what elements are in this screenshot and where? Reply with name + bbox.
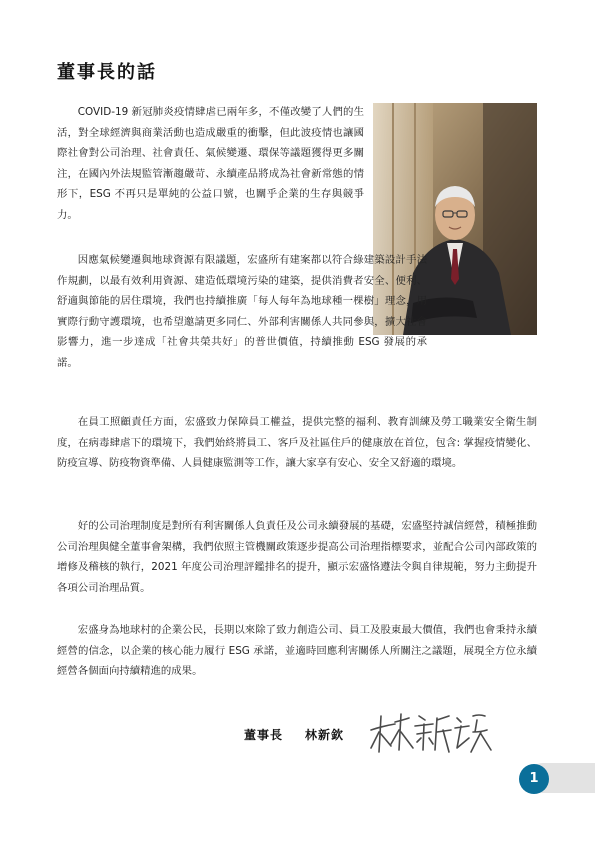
paragraph-1: COVID-19 新冠肺炎疫情肆虐已兩年多，不僅改變了人們的生活，對全球經濟與商業活動也造成嚴重的衝擊，但此波疫情也讓國際社會對公司治理、社會責任、氣候變遷、環保等議題獲得更多關注，在國內外法規監管漸趨嚴苛、永續產品將成為社會新常態的情形下，ESG 不再只是單純的公益口號，也關乎企業的生存與競爭力。 [57, 106, 364, 221]
signatory-title: 董事長 [244, 728, 284, 742]
page-title: 董事長的話 [57, 62, 157, 83]
portrait-wrap-spacer [427, 250, 537, 333]
paragraph-2-text: 因應氣候變遷與地球資源有限議題，宏盛所有建案都以符合綠建築設計手法作規劃，以最有效利用資源、建造低環境污染的建築，提供消費者安全、便利、舒適與節能的居住環境，我們也持續推廣「每人每年為地球種一棵樹」理念，用實際行動守護環境，也希望邀請更多同仁、外部利害關係人共同參與，擴大社會影響力，進一步達成「社會共榮共好」的普世價值，持續推動 ESG 發展的承諾。 [57, 254, 427, 369]
handwritten-signature [365, 708, 495, 756]
signatory-name: 林新欽 [305, 728, 345, 742]
paragraph-3: 在員工照顧責任方面，宏盛致力保障員工權益，提供完整的福利、教育訓練及勞工職業安全衛生制度，在病毒肆虐下的環境下，我們始終將員工、客戶及社區住戶的健康放在首位，包含: 掌握疫情變化、防疫宣導、防疫物資準備、人員健康監測等工作，讓大家享有安心、安全又舒適的環境。 [57, 416, 537, 470]
paragraph-5: 宏盛身為地球村的企業公民，長期以來除了致力創造公司、員工及股東最大價值，我們也會秉持永續經營的信念，以企業的核心能力履行 ESG 承諾，並適時回應利害關係人所關注之議題，展現全方位永續經營各個面向持續精進的成果。 [57, 624, 537, 678]
paragraph-2 [57, 250, 537, 374]
page-number: 1 [519, 764, 549, 794]
paragraph-4: 好的公司治理制度是對所有利害關係人負責任及公司永續發展的基礎，宏盛堅持誠信經營，積極推動公司治理與健全董事會架構，我們依照主管機關政策逐步提高公司治理指標要求，並配合公司內部政策的增修及稽核的執行，2021 年度公司治理評鑑排名的提升，顯示宏盛恪遵法令與自律規範，努力主動提升各項公司治理品質。 [57, 520, 537, 594]
